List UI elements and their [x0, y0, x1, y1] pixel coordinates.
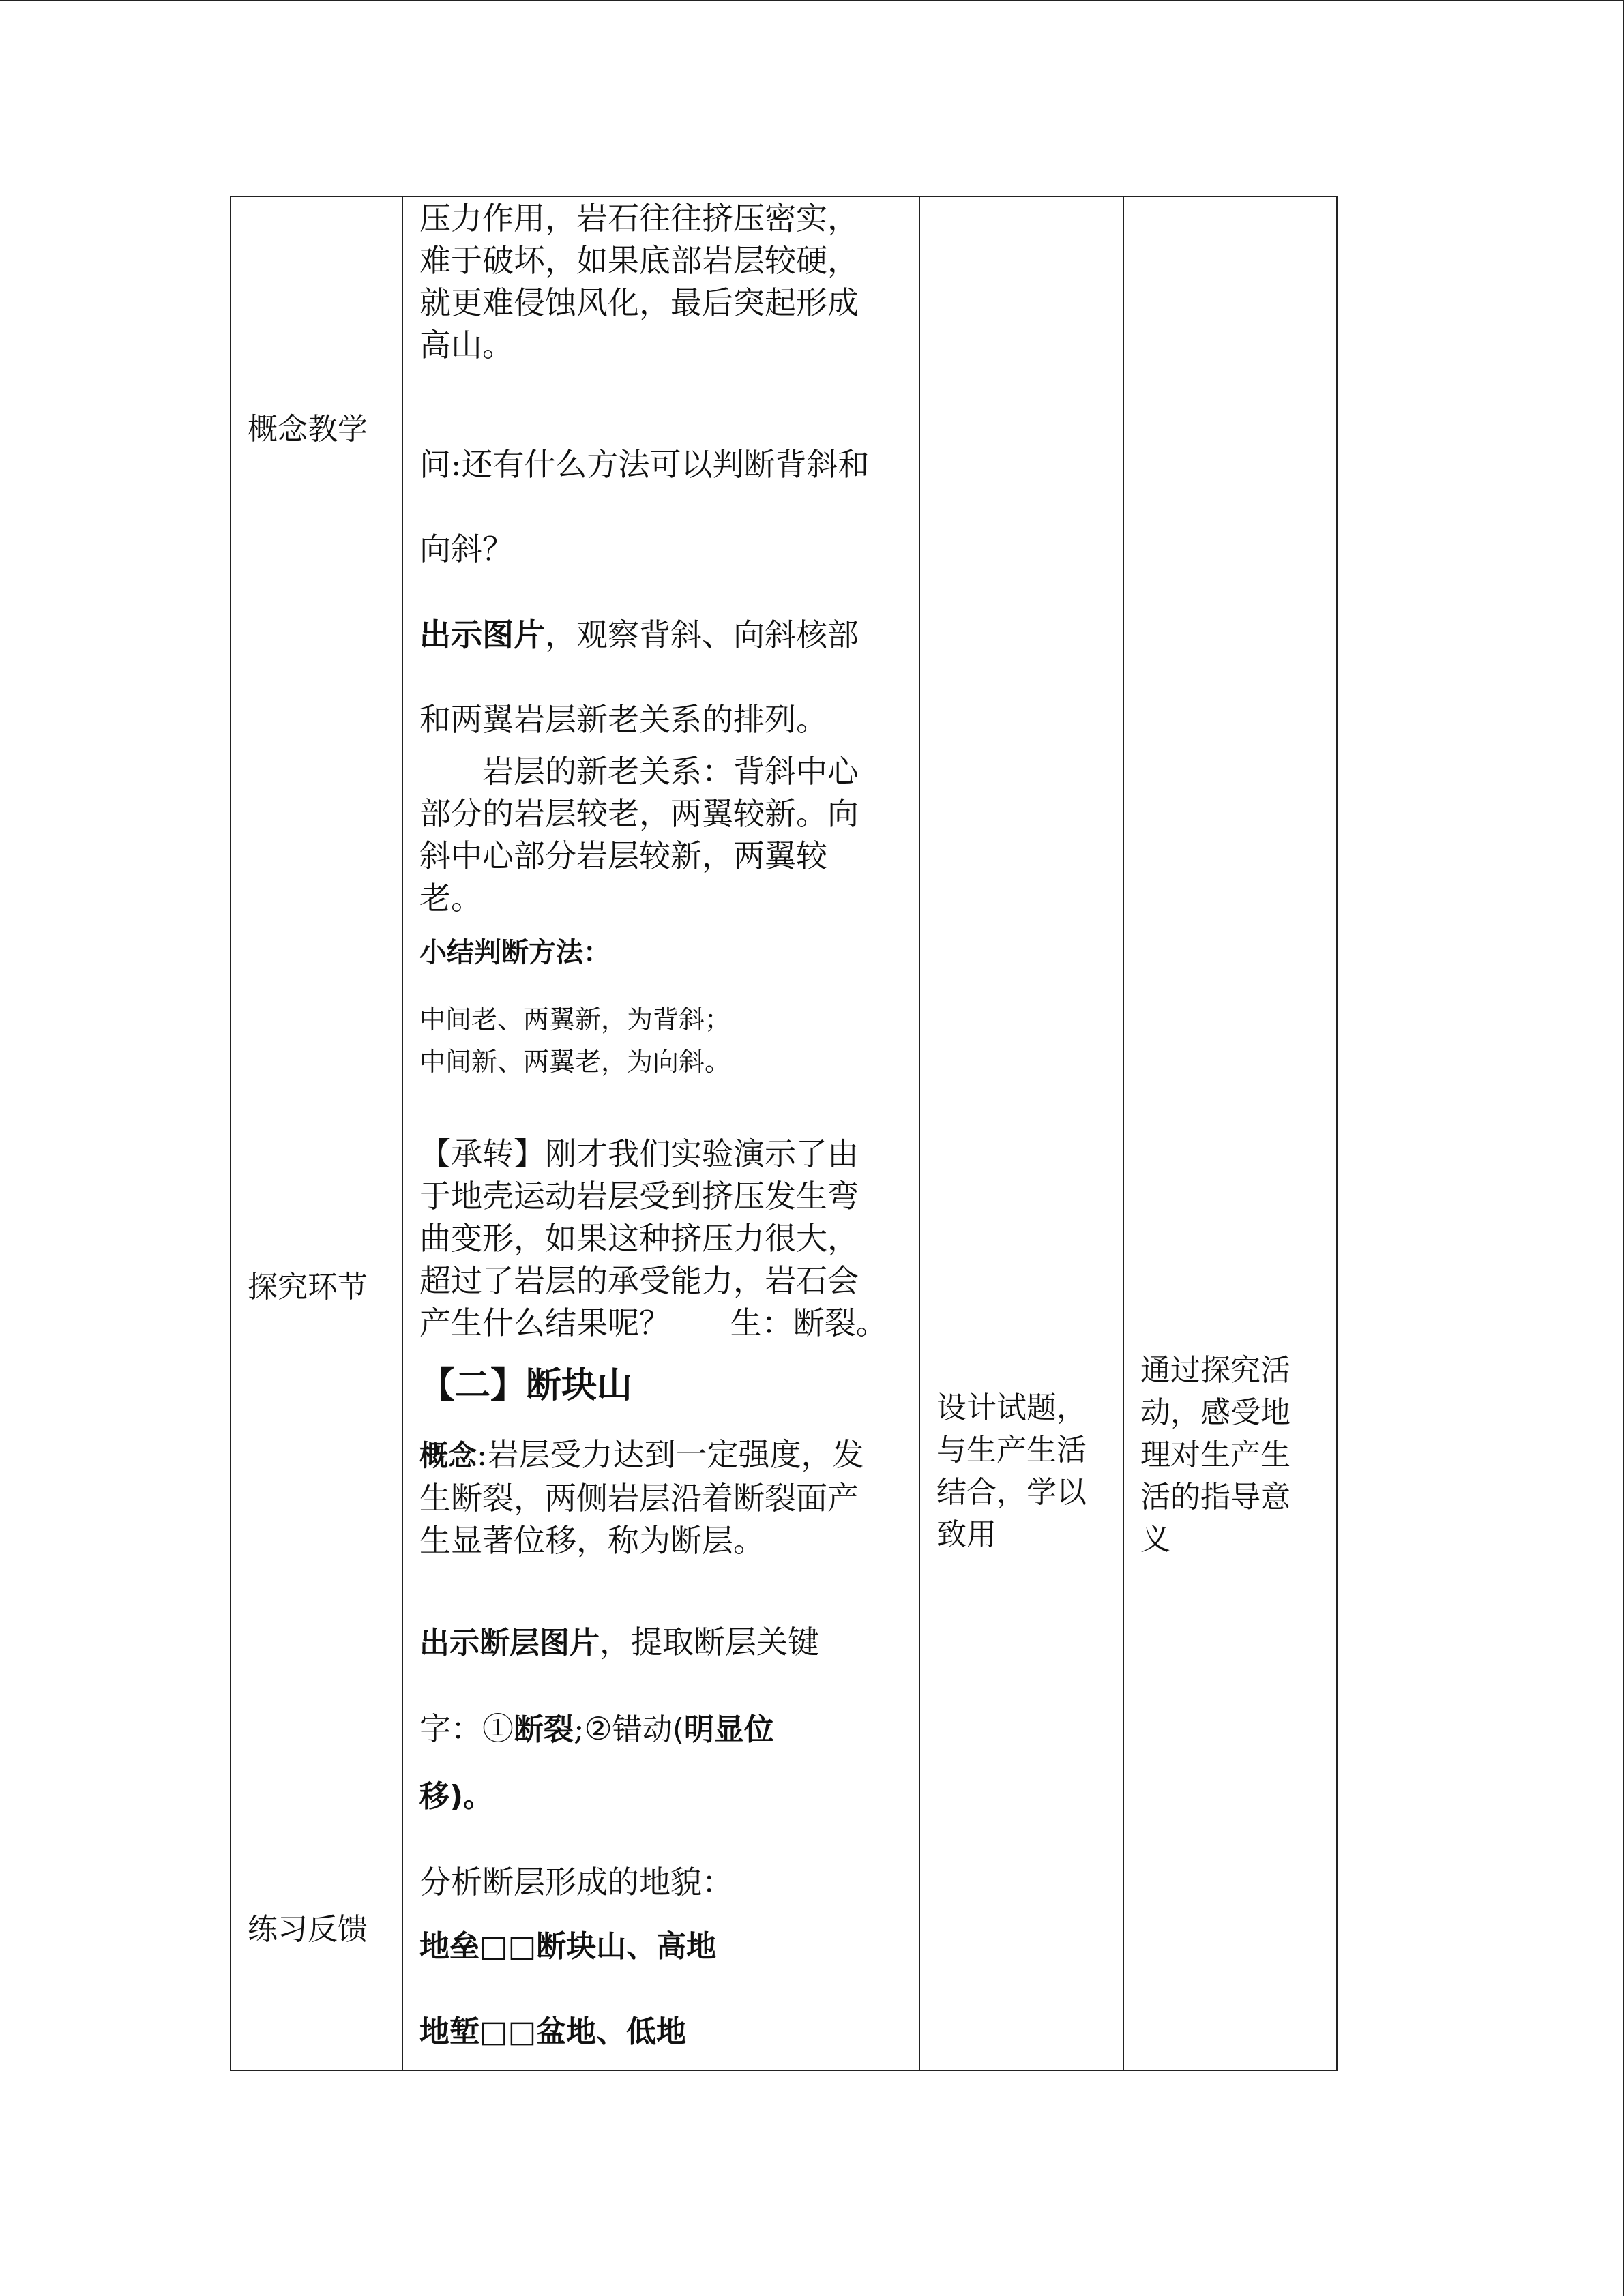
stage-label-concept: 概念教学 — [248, 412, 368, 447]
goal-note: 通过探究活 动，感受地 理对生产生 活的指导意 义 — [1140, 1353, 1290, 1557]
content-column — [402, 196, 919, 2070]
summary-lines: 中间老、两翼新，为背斜； 中间新、两翼老，为向斜。 — [419, 1004, 731, 1077]
show-fault-paragraph: 出示断层图片，提取断层关键 — [419, 1624, 819, 1660]
landform-intro: 分析断层形成的地貌： — [419, 1864, 733, 1900]
stage-column — [231, 196, 402, 2070]
rock-age-paragraph: 岩层的新老关系：背斜中心 部分的岩层较老，两翼较新。向 斜中心部分岩层较新，两翼较 老。 — [419, 753, 859, 916]
table-row — [231, 196, 1337, 2070]
summary-title: 小结判断方法： — [419, 937, 610, 968]
concept-lead: 概念 — [419, 1439, 477, 1472]
design-intent-note: 设计试题， 与生产生活 结合，学以 致用 — [936, 1390, 1087, 1552]
show-picture-lead: 出示图片 — [419, 616, 545, 653]
paragraph-mountain-formation: 压力作用，岩石往往挤压密实， 难于破坏，如果底部岩层较硬， 就更难侵蚀风化，最后突起形成 高山。 — [419, 200, 859, 363]
page-top-border — [0, 0, 1624, 1]
stage-label-explore: 探究环节 — [248, 1270, 368, 1304]
question-paragraph: 问:还有什么方法可以判断背斜和 向斜？ — [419, 446, 870, 567]
concept-paragraph: 概念:岩层受力达到一定强度，发 生断裂，两侧岩层沿着断裂面产 生显著位移，称为断层。 — [419, 1436, 864, 1559]
keywords-line: 字：①断裂;②错动(明显位 — [419, 1710, 774, 1747]
show-picture-paragraph: 出示图片，观察背斜、向斜核部 和两翼岩层新老关系的排列。 — [419, 616, 859, 738]
keywords-line-end: 移)。 — [419, 1779, 494, 1814]
design-intent-column — [919, 196, 1123, 2070]
transition-paragraph: 【承转】刚才我们实验演示了由 于地壳运动岩层受到挤压发生弯 曲变形，如果这种挤压力很大， 超过了岩层的承受能力，岩石会 产生什么结果呢？ 生：断裂。 — [419, 1135, 887, 1341]
section-heading: 【二】断块山 — [419, 1365, 633, 1406]
goal-column — [1123, 196, 1337, 2070]
landform-horst: 地垒□□断块山、高地 — [419, 1929, 717, 1964]
show-fault-lead: 出示断层图片 — [419, 1626, 600, 1660]
stage-label-practice: 练习反馈 — [248, 1912, 368, 1947]
lesson-plan-table — [230, 196, 1338, 2071]
landform-graben: 地堑□□盆地、低地 — [419, 2014, 687, 2049]
